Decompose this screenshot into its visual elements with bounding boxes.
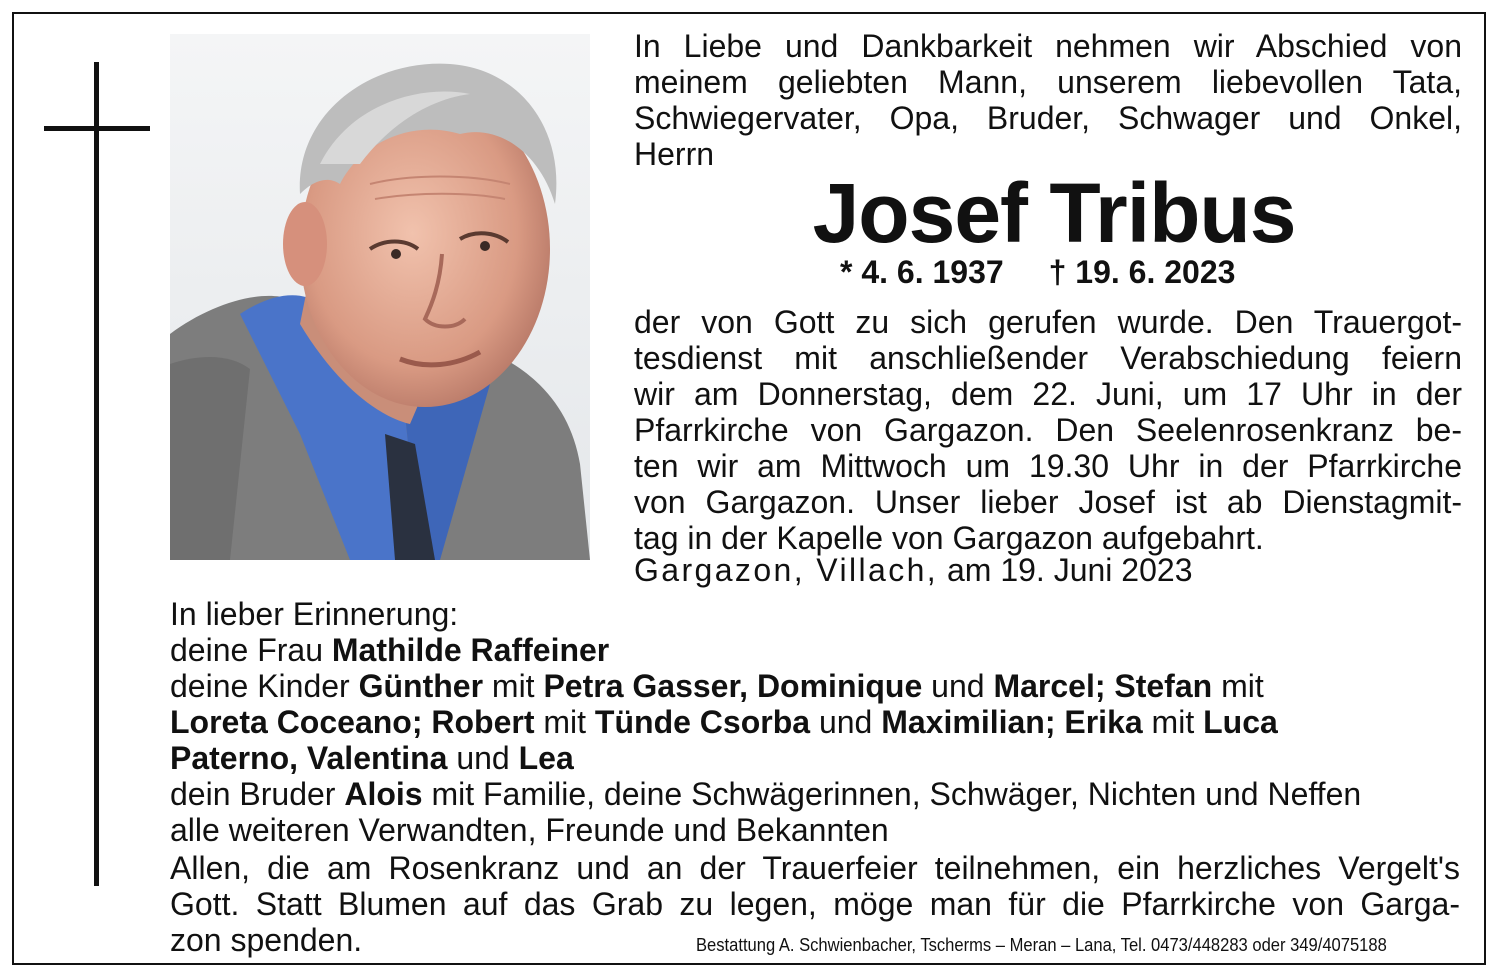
family-names: Loreta Coceano; Robert xyxy=(170,704,535,740)
brother-suffix: mit Familie, deine Schwägerinnen, Schwäger, Nichten und Neffen xyxy=(431,776,1362,812)
thanks-line: Allen, die am Rosenkranz und an der Trauerfeier teilnehmen, ein herzliches Vergelt's xyxy=(170,850,1460,886)
children-prefix: deine Kinder xyxy=(170,668,350,704)
wife-name: Mathilde Raffeiner xyxy=(331,632,610,668)
portrait-photo xyxy=(170,34,590,560)
intro-line: Herrn xyxy=(634,136,715,172)
connector: mit xyxy=(1151,704,1195,740)
body-line: tag in der Kapelle von Gargazon aufgebahrt. xyxy=(634,520,1264,556)
life-dates xyxy=(840,254,1235,290)
intro-line: meinem geliebten Mann, unserem liebevollen Tata, xyxy=(634,64,1462,100)
connector: mit xyxy=(491,668,535,704)
connector: mit xyxy=(543,704,587,740)
body-line: ten wir am Mittwoch um 19.30 Uhr in der Pfarrkirche xyxy=(634,448,1462,484)
birth-date: * 4. 6. 1937 xyxy=(840,254,1004,290)
wife-prefix: deine Frau xyxy=(170,632,323,668)
others-line: alle weiteren Verwandten, Freunde und Bekannten xyxy=(170,812,889,848)
memory-heading: In lieber Erinnerung: xyxy=(170,596,459,632)
wife-line xyxy=(170,632,1470,668)
death-date: † 19. 6. 2023 xyxy=(1048,254,1236,290)
child-name: Günther xyxy=(358,668,484,704)
thanks-line: zon spenden. xyxy=(170,922,363,958)
family-names: Marcel; Stefan xyxy=(993,668,1213,704)
family-names: Luca xyxy=(1203,704,1278,740)
place-and-date xyxy=(634,552,1192,588)
funeral-home-footer: Bestattung A. Schwienbacher, Tscherms – Meran – Lana, Tel. 0473/448283 oder 349/4075188 xyxy=(696,935,1387,955)
thanks-line: Gott. Statt Blumen auf das Grab zu legen, möge man für die Pfarrkirche von Garga- xyxy=(170,886,1460,922)
intro-text xyxy=(634,28,1462,172)
connector: und xyxy=(818,704,873,740)
children-line xyxy=(170,704,1470,740)
brother-prefix: dein Bruder xyxy=(170,776,336,812)
intro-line: In Liebe und Dankbarkeit nehmen wir Abschied von xyxy=(634,28,1462,64)
obituary-notice xyxy=(12,12,1486,965)
family-names: Lea xyxy=(518,740,574,776)
connector: mit xyxy=(1221,668,1264,704)
body-line: tesdienst mit anschließender Verabschiedung feiern xyxy=(634,340,1462,376)
brother-name: Alois xyxy=(344,776,423,812)
notice-date: am 19. Juni 2023 xyxy=(946,552,1193,588)
children-line xyxy=(170,668,1470,704)
connector: und xyxy=(931,668,985,704)
family-names: Maximilian; Erika xyxy=(881,704,1143,740)
body-line: Pfarrkirche von Gargazon. Den Seelenrosenkranz be- xyxy=(634,412,1462,448)
connector: und xyxy=(456,740,510,776)
intro-line: Schwiegervater, Opa, Bruder, Schwager und Onkel, xyxy=(634,100,1462,136)
deceased-name: Josef Tribus xyxy=(812,166,1296,260)
family-names: Tünde Csorba xyxy=(594,704,811,740)
body-line: wir am Donnerstag, dem 22. Juni, um 17 Uhr in der xyxy=(634,376,1462,412)
service-details xyxy=(634,304,1462,556)
body-line: der von Gott zu sich gerufen wurde. Den Trauergot- xyxy=(634,304,1462,340)
place: Gargazon, Villach, xyxy=(634,552,939,588)
body-line: von Gargazon. Unser lieber Josef ist ab Dienstagmit- xyxy=(634,484,1462,520)
brother-line xyxy=(170,776,1470,812)
children-line xyxy=(170,740,1470,776)
mourners-list xyxy=(170,596,1470,848)
family-names: Paterno, Valentina xyxy=(170,740,448,776)
family-names: Petra Gasser, Dominique xyxy=(543,668,923,704)
